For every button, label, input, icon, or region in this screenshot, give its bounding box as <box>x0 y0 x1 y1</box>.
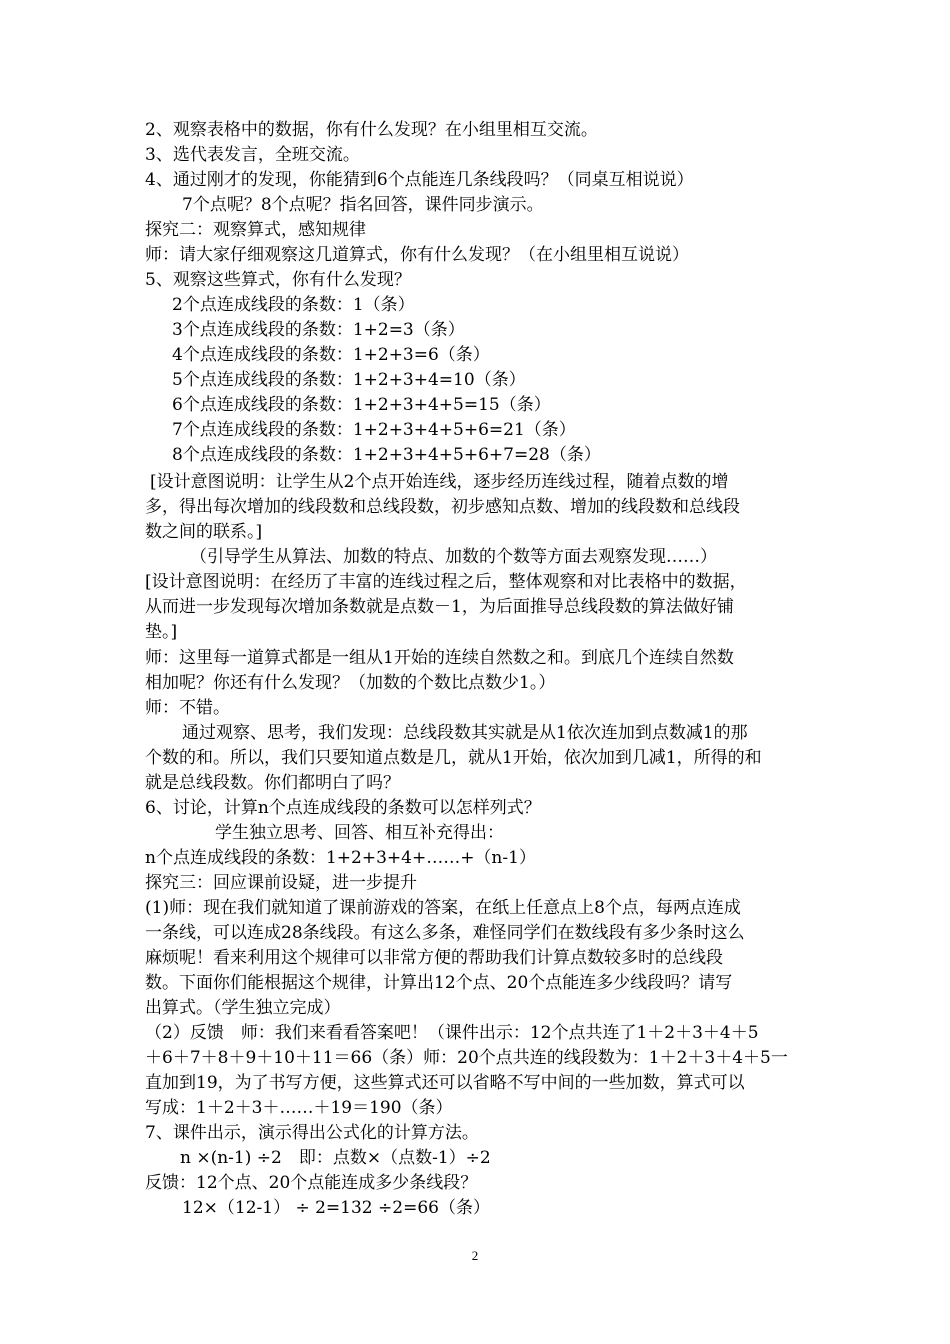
section-heading: 探究二：观察算式，感知规律 <box>145 220 366 240</box>
formula-line: 7个点连成线段的条数：1+2+3+4+5+6=21（条） <box>172 420 576 440</box>
formula-line: 3个点连成线段的条数：1+2=3（条） <box>172 320 465 340</box>
page-number: 2 <box>471 1248 479 1263</box>
text-line: 6、讨论，计算n个点连成线段的条数可以怎样列式？ <box>145 798 541 818</box>
design-note: 垫。] <box>145 622 178 642</box>
formula-line: n个点连成线段的条数：1+2+3+4+……+（n-1） <box>145 848 536 868</box>
design-note: 从而进一步发现每次增加条数就是点数－1，为后面推导总线段数的算法做好铺 <box>145 597 734 617</box>
text-line: 学生独立思考、回答、相互补充得出： <box>215 823 504 843</box>
text-line: 写成：1＋2＋3＋……＋19＝190（条） <box>145 1098 453 1118</box>
design-note: 多，得出每次增加的线段数和总线段数，初步感知点数、增加的线段数和总线段 <box>145 497 740 517</box>
text-line: (1)师：现在我们就知道了课前游戏的答案，在纸上任意点上8个点，每两点连成 <box>145 898 741 918</box>
formula-line: 8个点连成线段的条数：1+2+3+4+5+6+7=28（条） <box>172 445 601 465</box>
text-line: （引导学生从算法、加数的特点、加数的个数等方面去观察发现……） <box>190 547 717 567</box>
design-note: [设计意图说明：在经历了丰富的连线过程之后，整体观察和对比表格中的数据， <box>145 572 747 592</box>
section-heading: 探究三：回应课前设疑，进一步提升 <box>145 873 417 893</box>
text-line: 7、课件出示，演示得出公式化的计算方法。 <box>145 1123 479 1143</box>
text-line: 数。下面你们能根据这个规律，计算出12个点、20个点能连多少线段吗？请写 <box>145 973 733 993</box>
formula-line: 4个点连成线段的条数：1+2+3=6（条） <box>172 345 490 365</box>
text-line: 直加到19，为了书写方便，这些算式还可以省略不写中间的一些加数，算式可以 <box>145 1073 745 1093</box>
formula-line: 2个点连成线段的条数：1（条） <box>172 295 415 315</box>
text-line: 5、观察这些算式，你有什么发现？ <box>145 270 411 290</box>
formula-line: 5个点连成线段的条数：1+2+3+4=10（条） <box>172 370 526 390</box>
formula-line: 12×（12-1） ÷ 2=132 ÷2=66（条） <box>182 1198 490 1218</box>
text-line: 出算式。（学生独立完成） <box>145 998 341 1018</box>
text-line: 反馈：12个点、20个点能连成多少条线段？ <box>145 1173 478 1193</box>
text-line: 相加呢？你还有什么发现？（加数的个数比点数少1。） <box>145 673 556 693</box>
formula-line: n ×(n-1) ÷2 即：点数×（点数-1）÷2 <box>180 1148 491 1168</box>
text-line: （2）反馈 师：我们来看看答案吧！（课件出示：12个点共连了1＋2＋3＋4＋5 <box>145 1023 759 1043</box>
text-line: 一条线，可以连成28条线段。有这么多条，难怪同学们在数线段有多少条时这么 <box>145 923 745 943</box>
text-line: 麻烦呢！看来利用这个规律可以非常方便的帮助我们计算点数较多时的总线段 <box>145 948 723 968</box>
text-line: ＋6＋7＋8＋9＋10＋11＝66（条）师：20个点共连的线段数为：1＋2＋3＋4＋5一 <box>145 1048 788 1068</box>
text-line: 通过观察、思考，我们发现：总线段数其实就是从1依次连加到点数减1的那 <box>182 723 748 743</box>
text-line: 个数的和。所以，我们只要知道点数是几，就从1开始，依次加到几减1，所得的和 <box>145 748 762 768</box>
design-note: [设计意图说明：让学生从2个点开始连线，逐步经历连线过程，随着点数的增 <box>150 472 729 492</box>
text-line: 3、选代表发言，全班交流。 <box>145 145 360 165</box>
design-note: 数之间的联系。] <box>145 522 263 542</box>
text-line: 师：不错。 <box>145 698 230 718</box>
formula-line: 6个点连成线段的条数：1+2+3+4+5=15（条） <box>172 395 551 415</box>
text-line: 4、通过刚才的发现，你能猜到6个点能连几条线段吗？（同桌互相说说） <box>145 170 694 190</box>
text-line: 2、观察表格中的数据，你有什么发现？在小组里相互交流。 <box>145 120 598 140</box>
text-line: 师：这里每一道算式都是一组从1开始的连续自然数之和。到底几个连续自然数 <box>145 648 734 668</box>
text-line: 7个点呢？8个点呢？指名回答，课件同步演示。 <box>182 195 544 215</box>
text-line: 师：请大家仔细观察这几道算式，你有什么发现？（在小组里相互说说） <box>145 245 689 265</box>
text-line: 就是总线段数。你们都明白了吗？ <box>145 773 400 793</box>
